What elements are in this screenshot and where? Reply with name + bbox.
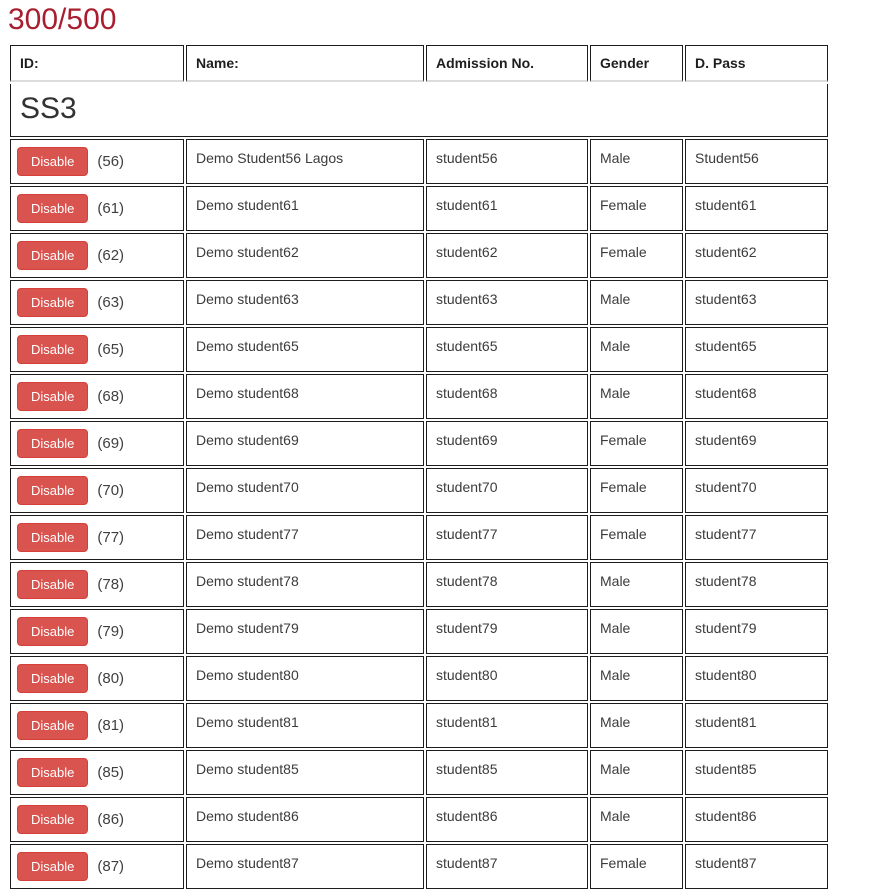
id-cell-content <box>17 570 177 599</box>
admission-no-cell: student61 <box>426 186 588 231</box>
id-cell <box>10 233 184 278</box>
table-row <box>10 327 828 372</box>
gender-cell: Male <box>590 139 683 184</box>
admission-no-cell: student56 <box>426 139 588 184</box>
gender-cell: Male <box>590 562 683 607</box>
table-row <box>10 374 828 419</box>
admission-no-cell: student80 <box>426 656 588 701</box>
col-header-name: Name: <box>186 45 424 82</box>
name-cell: Demo student85 <box>186 750 424 795</box>
student-id-number: (69) <box>97 435 125 452</box>
id-cell-content <box>17 194 177 223</box>
class-group-row <box>10 84 828 137</box>
admission-no-cell: student62 <box>426 233 588 278</box>
gender-cell: Male <box>590 280 683 325</box>
id-cell-content <box>17 382 177 411</box>
table-row <box>10 468 828 513</box>
disable-button[interactable]: Disable <box>17 476 88 505</box>
id-cell <box>10 468 184 513</box>
table-row <box>10 797 828 842</box>
name-cell: Demo student81 <box>186 703 424 748</box>
admission-no-cell: student85 <box>426 750 588 795</box>
disable-button[interactable]: Disable <box>17 335 88 364</box>
table-row <box>10 421 828 466</box>
student-id-number: (61) <box>97 200 125 217</box>
admission-no-cell: student87 <box>426 844 588 889</box>
student-id-number: (85) <box>97 764 125 781</box>
disable-button[interactable]: Disable <box>17 523 88 552</box>
student-id-number: (78) <box>97 576 125 593</box>
d-pass-cell: student68 <box>685 374 828 419</box>
disable-button[interactable]: Disable <box>17 429 88 458</box>
gender-cell: Female <box>590 468 683 513</box>
name-cell: Demo student69 <box>186 421 424 466</box>
student-id-number: (81) <box>97 717 125 734</box>
table-row <box>10 139 828 184</box>
table-row <box>10 186 828 231</box>
id-cell <box>10 750 184 795</box>
d-pass-cell: student77 <box>685 515 828 560</box>
gender-cell: Male <box>590 656 683 701</box>
id-cell <box>10 515 184 560</box>
gender-cell: Female <box>590 421 683 466</box>
admission-no-cell: student69 <box>426 421 588 466</box>
disable-button[interactable]: Disable <box>17 805 88 834</box>
id-cell <box>10 186 184 231</box>
id-cell-content <box>17 241 177 270</box>
counter-heading: 300/500 <box>8 3 117 36</box>
student-id-number: (77) <box>97 529 125 546</box>
student-id-number: (70) <box>97 482 125 499</box>
id-cell <box>10 609 184 654</box>
gender-cell: Female <box>590 844 683 889</box>
id-cell-content <box>17 805 177 834</box>
disable-button[interactable]: Disable <box>17 711 88 740</box>
table-row <box>10 280 828 325</box>
table-row <box>10 233 828 278</box>
id-cell-content <box>17 288 177 317</box>
id-cell-content <box>17 852 177 881</box>
id-cell-content <box>17 523 177 552</box>
student-id-number: (87) <box>97 858 125 875</box>
gender-cell: Male <box>590 797 683 842</box>
d-pass-cell: student81 <box>685 703 828 748</box>
d-pass-cell: student78 <box>685 562 828 607</box>
students-table <box>8 43 830 891</box>
name-cell: Demo student65 <box>186 327 424 372</box>
col-header-id: ID: <box>10 45 184 82</box>
admission-no-cell: student65 <box>426 327 588 372</box>
id-cell-content <box>17 617 177 646</box>
name-cell: Demo student68 <box>186 374 424 419</box>
id-cell-content <box>17 664 177 693</box>
name-cell: Demo student61 <box>186 186 424 231</box>
table-row <box>10 562 828 607</box>
table-row <box>10 703 828 748</box>
id-cell-content <box>17 429 177 458</box>
admission-no-cell: student86 <box>426 797 588 842</box>
id-cell <box>10 844 184 889</box>
d-pass-cell: Student56 <box>685 139 828 184</box>
table-row <box>10 844 828 889</box>
d-pass-cell: student65 <box>685 327 828 372</box>
name-cell: Demo Student56 Lagos <box>186 139 424 184</box>
student-id-number: (56) <box>97 153 125 170</box>
table-row <box>10 656 828 701</box>
name-cell: Demo student63 <box>186 280 424 325</box>
disable-button[interactable]: Disable <box>17 194 88 223</box>
admission-no-cell: student63 <box>426 280 588 325</box>
table-row <box>10 515 828 560</box>
d-pass-cell: student87 <box>685 844 828 889</box>
id-cell-content <box>17 147 177 176</box>
id-cell <box>10 327 184 372</box>
disable-button[interactable]: Disable <box>17 241 88 270</box>
disable-button[interactable]: Disable <box>17 147 88 176</box>
name-cell: Demo student86 <box>186 797 424 842</box>
admission-no-cell: student79 <box>426 609 588 654</box>
student-id-number: (80) <box>97 670 125 687</box>
student-id-number: (68) <box>97 388 125 405</box>
gender-cell: Female <box>590 233 683 278</box>
gender-cell: Male <box>590 374 683 419</box>
name-cell: Demo student77 <box>186 515 424 560</box>
disable-button[interactable]: Disable <box>17 758 88 787</box>
id-cell-content <box>17 711 177 740</box>
disable-button[interactable]: Disable <box>17 617 88 646</box>
d-pass-cell: student86 <box>685 797 828 842</box>
col-header-admission-no: Admission No. <box>426 45 588 82</box>
name-cell: Demo student78 <box>186 562 424 607</box>
name-cell: Demo student80 <box>186 656 424 701</box>
name-cell: Demo student79 <box>186 609 424 654</box>
d-pass-cell: student70 <box>685 468 828 513</box>
id-cell <box>10 703 184 748</box>
id-cell-content <box>17 476 177 505</box>
gender-cell: Male <box>590 327 683 372</box>
id-cell <box>10 656 184 701</box>
id-cell <box>10 421 184 466</box>
d-pass-cell: student62 <box>685 233 828 278</box>
table-header-row <box>10 45 828 82</box>
id-cell <box>10 797 184 842</box>
admission-no-cell: student81 <box>426 703 588 748</box>
disable-button[interactable]: Disable <box>17 570 88 599</box>
student-id-number: (86) <box>97 811 125 828</box>
gender-cell: Male <box>590 750 683 795</box>
id-cell <box>10 280 184 325</box>
admission-no-cell: student68 <box>426 374 588 419</box>
gender-cell: Male <box>590 609 683 654</box>
table-row <box>10 609 828 654</box>
name-cell: Demo student70 <box>186 468 424 513</box>
id-cell-content <box>17 758 177 787</box>
disable-button[interactable]: Disable <box>17 664 88 693</box>
admission-no-cell: student70 <box>426 468 588 513</box>
gender-cell: Male <box>590 703 683 748</box>
table-row <box>10 750 828 795</box>
name-cell: Demo student87 <box>186 844 424 889</box>
student-id-number: (63) <box>97 294 125 311</box>
gender-cell: Female <box>590 186 683 231</box>
disable-button[interactable]: Disable <box>17 288 88 317</box>
student-id-number: (79) <box>97 623 125 640</box>
d-pass-cell: student63 <box>685 280 828 325</box>
d-pass-cell: student69 <box>685 421 828 466</box>
d-pass-cell: student80 <box>685 656 828 701</box>
name-cell: Demo student62 <box>186 233 424 278</box>
id-cell <box>10 374 184 419</box>
id-cell <box>10 139 184 184</box>
student-id-number: (65) <box>97 341 125 358</box>
class-group-label: SS3 <box>10 84 828 137</box>
disable-button[interactable]: Disable <box>17 852 88 881</box>
d-pass-cell: student61 <box>685 186 828 231</box>
col-header-d-pass: D. Pass <box>685 45 828 82</box>
disable-button[interactable]: Disable <box>17 382 88 411</box>
student-id-number: (62) <box>97 247 125 264</box>
admission-no-cell: student77 <box>426 515 588 560</box>
col-header-gender: Gender <box>590 45 683 82</box>
d-pass-cell: student79 <box>685 609 828 654</box>
admission-no-cell: student78 <box>426 562 588 607</box>
id-cell-content <box>17 335 177 364</box>
id-cell <box>10 562 184 607</box>
gender-cell: Female <box>590 515 683 560</box>
d-pass-cell: student85 <box>685 750 828 795</box>
